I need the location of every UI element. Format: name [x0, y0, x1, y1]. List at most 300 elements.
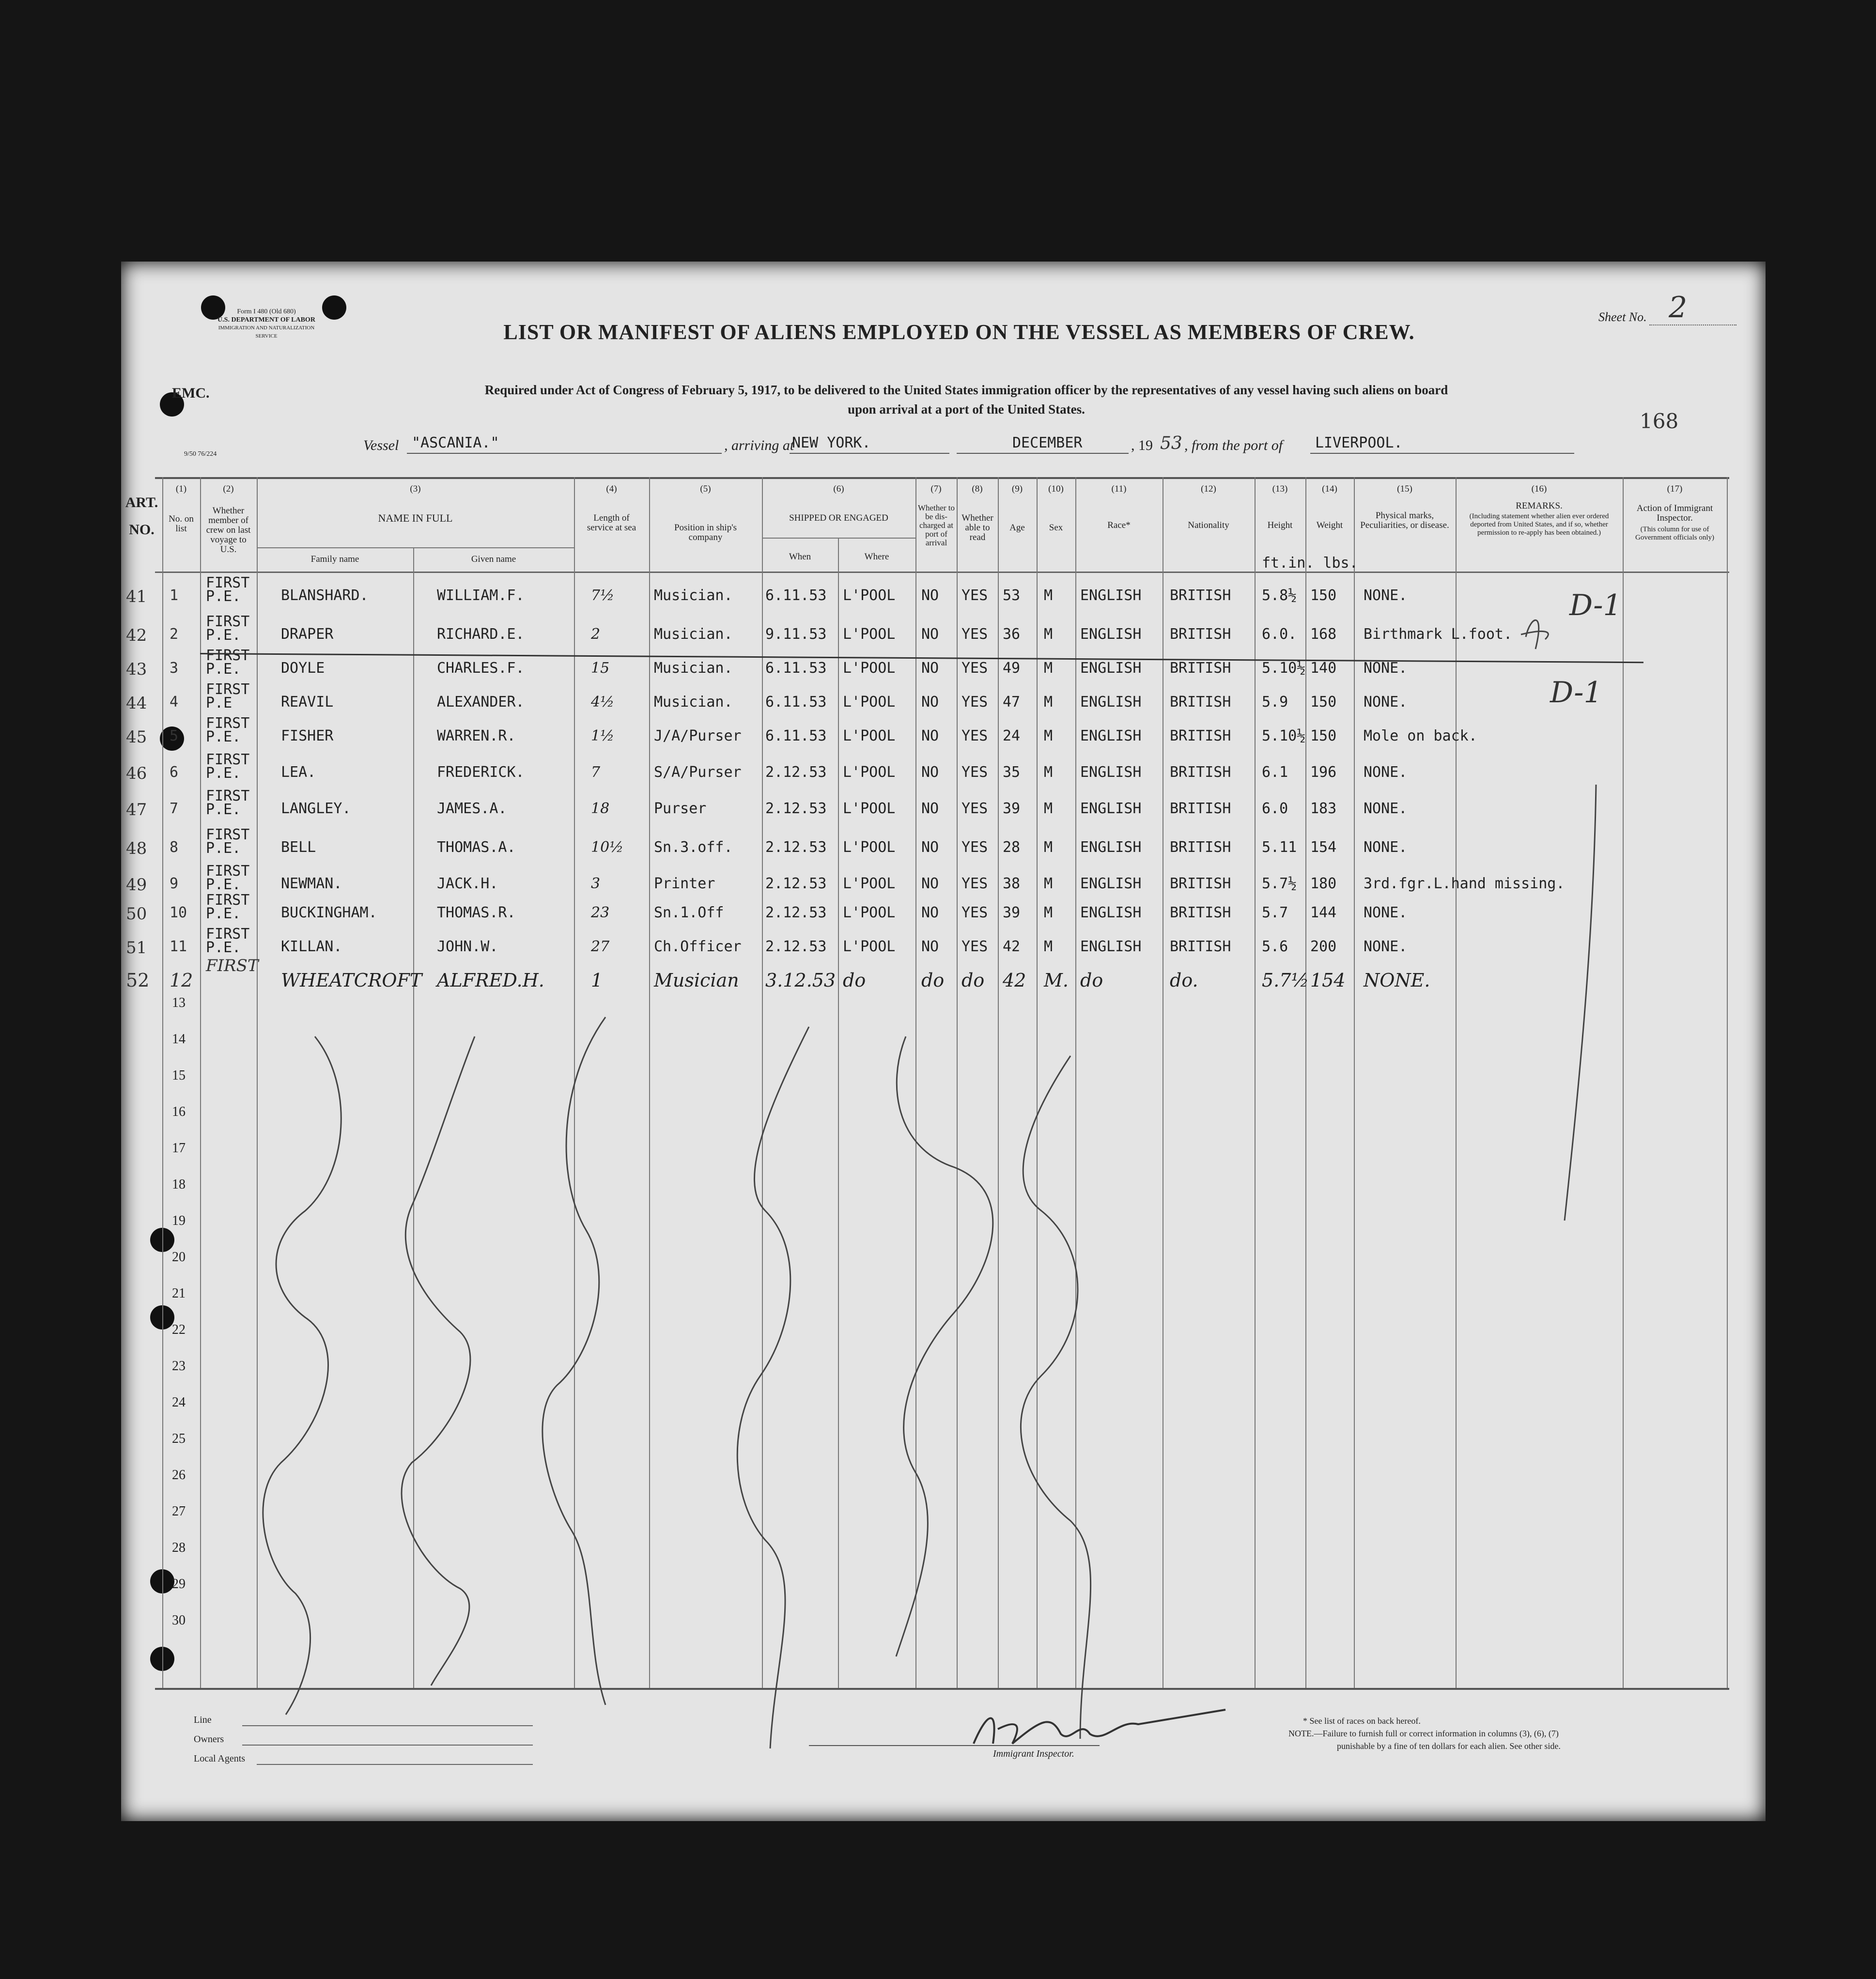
age: 42	[1003, 938, 1021, 955]
physical-marks: NONE.	[1364, 587, 1408, 604]
art-number: 47	[126, 800, 147, 819]
discharged: NO	[921, 839, 939, 856]
list-number: 25	[172, 1431, 186, 1446]
service-length: 7½	[591, 587, 615, 604]
race: ENGLISH	[1080, 587, 1142, 604]
units-label: ft.in. lbs.	[1262, 555, 1358, 572]
page-number: 168	[1640, 409, 1679, 433]
scribble-line	[543, 1017, 605, 1705]
race: ENGLISH	[1080, 904, 1142, 921]
col-number: (12)	[1201, 484, 1216, 494]
col-header-shipped-or-engaged: SHIPPED OR ENGAGED	[789, 513, 888, 523]
nationality: BRITISH	[1170, 587, 1231, 604]
family-name: BLANSHARD.	[281, 587, 369, 604]
family-name: DOYLE	[281, 660, 325, 677]
sex: M	[1044, 800, 1053, 817]
shipped-when: 2.12.53	[765, 839, 827, 856]
list-number: 14	[172, 1032, 186, 1047]
art-number: 52	[126, 970, 150, 991]
crew-status-line: FIRST	[206, 892, 250, 909]
nationality: BRITISH	[1170, 800, 1231, 817]
footer-left	[194, 1715, 654, 1778]
crew-status-line: P.E.	[206, 588, 241, 605]
arrival-month: DECEMBER	[1012, 434, 1083, 451]
col-header-where: Where	[864, 552, 889, 562]
footer-notes	[1288, 1715, 1666, 1752]
able-to-read: YES	[961, 839, 988, 856]
list-number: 17	[172, 1141, 186, 1156]
physical-marks: NONE.	[1364, 839, 1408, 856]
list-number: 26	[172, 1468, 186, 1483]
col-header-physical-marks: Physical marks, Peculiarities, or disease.	[1360, 510, 1449, 530]
position: Musician	[654, 970, 739, 991]
able-to-read: YES	[961, 800, 988, 817]
list-number: 12	[170, 970, 193, 991]
sex: M	[1044, 839, 1053, 856]
able-to-read: YES	[961, 904, 988, 921]
form-id-line: IMMIGRATION AND NATURALIZATION SERVICE	[218, 325, 315, 339]
shipped-when: 6.11.53	[765, 694, 827, 711]
physical-marks: NONE.	[1364, 800, 1408, 817]
owners-underline	[242, 1745, 533, 1746]
art-number: 41	[126, 587, 147, 606]
service-length: 23	[591, 904, 610, 921]
vessel-label: Vessel	[363, 437, 399, 453]
art-number: 49	[126, 875, 147, 895]
crew-status-line: FIRST	[206, 647, 250, 664]
weight: 144	[1310, 904, 1337, 921]
shipped-when: 3.12.53	[765, 970, 836, 991]
discharged: NO	[921, 800, 939, 817]
position: Printer	[654, 875, 715, 892]
given-name: JOHN.W.	[437, 938, 498, 955]
discharged: NO	[921, 938, 939, 955]
art-no-header: ART. NO.	[125, 495, 158, 538]
weight: 150	[1310, 727, 1337, 744]
shipped-where: L'POOL	[843, 904, 896, 921]
discharged: NO	[921, 660, 939, 677]
col-number: (17)	[1667, 484, 1683, 494]
discharged: NO	[921, 764, 939, 781]
year-prefix: , 19	[1131, 437, 1153, 453]
shipped-where: L'POOL	[843, 626, 896, 643]
form-id-line: Form I 480 (Old 680)	[237, 308, 296, 315]
shipped-where: L'POOL	[843, 764, 896, 781]
col-number: (8)	[972, 484, 983, 494]
shipped-when: 2.12.53	[765, 904, 827, 921]
sex: M	[1044, 587, 1053, 604]
height: 6.1	[1262, 764, 1288, 781]
crew-status-line: P.E.	[206, 661, 241, 678]
crew-status-line: P.E.	[206, 905, 241, 922]
col-number: (2)	[223, 484, 234, 494]
col-header-given-name: Given name	[471, 554, 516, 564]
service-length: 1½	[591, 727, 615, 744]
col-header-remarks: REMARKS.	[1516, 501, 1563, 511]
shipped-when: 2.12.53	[765, 764, 827, 781]
list-number: 13	[172, 995, 186, 1010]
discharged: NO	[921, 587, 939, 604]
height: 6.0.	[1262, 626, 1297, 643]
nationality: BRITISH	[1170, 839, 1231, 856]
crew-status-line: P.E.	[206, 876, 241, 893]
art-number: 43	[126, 660, 147, 679]
position: Musician.	[654, 660, 733, 677]
from-label: , from the port of	[1184, 437, 1283, 453]
sex: M	[1044, 904, 1053, 921]
list-number: 29	[172, 1577, 186, 1592]
nationality: BRITISH	[1170, 694, 1231, 711]
service-length: 3	[591, 875, 601, 892]
able-to-read: YES	[961, 764, 988, 781]
family-name: BUCKINGHAM.	[281, 904, 377, 921]
remark-annotation: D-1	[1569, 588, 1622, 622]
manifest-sheet	[121, 262, 1766, 1821]
inspector-signature	[945, 1690, 1235, 1753]
shipped-where: L'POOL	[843, 727, 896, 744]
given-name: JAMES.A.	[437, 800, 507, 817]
footer-note: * See list of races on back hereof.	[1303, 1716, 1421, 1726]
race: ENGLISH	[1080, 660, 1142, 677]
list-number: 19	[172, 1213, 186, 1228]
year-suffix: 53	[1160, 433, 1182, 453]
col-number: (14)	[1322, 484, 1337, 494]
scribble-line	[263, 1036, 341, 1715]
given-name: ALFRED.H.	[437, 970, 544, 991]
page-title: LIST OR MANIFEST OF ALIENS EMPLOYED ON THE VESSEL AS MEMBERS OF CREW.	[503, 320, 1415, 344]
physical-marks: NONE.	[1364, 938, 1408, 955]
position: J/A/Purser	[654, 727, 742, 744]
list-number: 7	[170, 800, 179, 817]
physical-marks: Birthmark L.foot.	[1364, 626, 1513, 643]
nationality: BRITISH	[1170, 660, 1231, 677]
initials-mark	[1521, 620, 1548, 649]
shipped-where: L'POOL	[843, 839, 896, 856]
race: ENGLISH	[1080, 839, 1142, 856]
sheet-number: 2	[1669, 291, 1688, 325]
able-to-read: do	[961, 970, 985, 991]
art-number: 42	[126, 626, 147, 645]
crew-status-line: FIRST	[206, 613, 250, 630]
crew-status-line: P.E.	[206, 765, 241, 782]
crew-status-line: FIRST	[206, 788, 250, 804]
art-number: 45	[126, 727, 147, 747]
list-number: 24	[172, 1395, 186, 1410]
weight: 150	[1310, 587, 1337, 604]
col-number: (15)	[1397, 484, 1412, 494]
inspector-label: Immigrant Inspector.	[993, 1748, 1074, 1759]
service-length: 7	[591, 764, 601, 781]
crew-status-line: FIRST	[206, 574, 250, 591]
scribble-line	[402, 1036, 475, 1685]
height: 5.11	[1262, 839, 1297, 856]
agents-underline	[257, 1764, 533, 1765]
shipped-when: 2.12.53	[765, 800, 827, 817]
signature-line	[809, 1745, 1100, 1746]
family-name: FISHER	[281, 727, 334, 744]
col-header-inspector-note: (This column for use of Government officials only)	[1635, 526, 1714, 541]
from-port: LIVERPOOL.	[1315, 434, 1403, 451]
physical-marks: NONE.	[1364, 660, 1408, 677]
age: 35	[1003, 764, 1021, 781]
weight: 150	[1310, 694, 1337, 711]
weight: 183	[1310, 800, 1337, 817]
subtitle-line: upon arrival at a port of the United States.	[848, 402, 1085, 417]
crew-status-line: FIRST	[206, 715, 250, 732]
col-header-age: Age	[1009, 523, 1025, 533]
given-name: JACK.H.	[437, 875, 498, 892]
family-name: NEWMAN.	[281, 875, 342, 892]
height: 5.9	[1262, 694, 1288, 711]
service-length: 27	[591, 938, 610, 955]
age: 28	[1003, 839, 1021, 856]
age: 39	[1003, 800, 1021, 817]
age: 53	[1003, 587, 1021, 604]
list-number: 15	[172, 1068, 186, 1083]
able-to-read: YES	[961, 875, 988, 892]
family-name: DRAPER	[281, 626, 334, 643]
sex: M	[1044, 660, 1053, 677]
given-name: WILLIAM.F.	[437, 587, 525, 604]
col-number: (16)	[1531, 484, 1547, 494]
given-name: FREDERICK.	[437, 764, 525, 781]
col-header-able-to-read: Whether able to read	[961, 513, 993, 542]
art-number: 48	[126, 839, 147, 858]
position: Sn.3.off.	[654, 839, 733, 856]
given-name: CHARLES.F.	[437, 660, 525, 677]
col-header-remarks-note: (Including statement whether alien ever ordered deported from United States, and if so, whether permission to re-apply has been obtained.)	[1469, 512, 1609, 537]
col-header-crew-last-voyage: Whether member of crew on last voyage to U.S.	[206, 506, 251, 555]
nationality: BRITISH	[1170, 875, 1231, 892]
shipped-when: 2.12.53	[765, 875, 827, 892]
agents-label: Local Agents	[194, 1753, 246, 1764]
scribble-line	[1021, 1056, 1090, 1739]
print-code: 9/50 76/224	[184, 450, 217, 458]
given-name: RICHARD.E.	[437, 626, 525, 643]
col-header-nationality: Nationality	[1188, 520, 1229, 530]
given-name: THOMAS.A.	[437, 839, 516, 856]
weight: 154	[1310, 839, 1337, 856]
crew-status-line: P.E.	[206, 840, 241, 857]
shipped-where: L'POOL	[843, 800, 896, 817]
race: ENGLISH	[1080, 626, 1142, 643]
list-number: 21	[172, 1286, 186, 1301]
given-name: ALEXANDER.	[437, 694, 525, 711]
shipped-where: L'POOL	[843, 938, 896, 955]
col-header-discharged: Whether to be dis-charged at port of arrival	[918, 503, 955, 547]
able-to-read: YES	[961, 938, 988, 955]
crew-status-line: FIRST	[206, 926, 250, 943]
col-number: (5)	[700, 484, 711, 494]
nationality: BRITISH	[1170, 904, 1231, 921]
crew-status-line: FIRST	[206, 751, 250, 768]
col-header-height: Height	[1267, 520, 1293, 530]
age: 42	[1003, 970, 1026, 991]
sex: M	[1044, 764, 1053, 781]
line-underline	[242, 1725, 533, 1726]
shipped-when: 9.11.53	[765, 626, 827, 643]
crew-status-line: P.E.	[206, 939, 241, 956]
list-number: 28	[172, 1540, 186, 1555]
shipped-where: L'POOL	[843, 875, 896, 892]
crew-status-line: FIRST	[206, 863, 250, 880]
scribble-line	[737, 1027, 809, 1748]
col-number: (1)	[175, 484, 187, 494]
crew-status-line: P.E.	[206, 728, 241, 745]
weight: 140	[1310, 660, 1337, 677]
position: Musician.	[654, 694, 733, 711]
race: ENGLISH	[1080, 764, 1142, 781]
position: S/A/Purser	[654, 764, 742, 781]
list-number: 5	[170, 727, 179, 744]
art-number: 44	[126, 694, 147, 713]
left-code: EMC.	[172, 385, 210, 401]
weight: 196	[1310, 764, 1337, 781]
service-length: 4½	[591, 694, 615, 711]
list-number: 20	[172, 1250, 186, 1265]
col-number: (3)	[410, 484, 421, 494]
age: 24	[1003, 727, 1021, 744]
race: ENGLISH	[1080, 800, 1142, 817]
height: 6.0	[1262, 800, 1288, 817]
nationality: BRITISH	[1170, 764, 1231, 781]
list-number: 1	[170, 587, 179, 604]
position: Purser	[654, 800, 707, 817]
discharged: NO	[921, 904, 939, 921]
list-number: 22	[172, 1322, 186, 1337]
col-number: (11)	[1111, 484, 1127, 494]
race: ENGLISH	[1080, 875, 1142, 892]
arriving-label: , arriving at	[724, 437, 794, 453]
line-label: Line	[194, 1715, 212, 1725]
col-header-sex: Sex	[1049, 523, 1063, 533]
crew-status-line: P.E.	[206, 627, 241, 644]
race: ENGLISH	[1080, 938, 1142, 955]
col-header-race: Race*	[1107, 520, 1131, 530]
col-header-when: When	[789, 552, 811, 562]
crew-status-line: FIRST	[206, 956, 259, 975]
given-name: WARREN.R.	[437, 727, 516, 744]
list-number: 11	[170, 938, 187, 955]
arriving-port: NEW YORK.	[792, 434, 871, 451]
able-to-read: YES	[961, 660, 988, 677]
list-number: 27	[172, 1504, 186, 1519]
cancel-scribbles	[121, 262, 1766, 1821]
owners-label: Owners	[194, 1734, 224, 1745]
physical-marks: 3rd.fgr.L.hand missing.	[1364, 875, 1565, 892]
service-length: 15	[591, 660, 610, 677]
position: Sn.1.Off	[654, 904, 724, 921]
col-header-position: Position in ship's company	[674, 523, 737, 542]
race: do	[1080, 970, 1103, 991]
remark-annotation: D-1	[1550, 676, 1602, 710]
position: Ch.Officer	[654, 938, 742, 955]
family-name: LANGLEY.	[281, 800, 351, 817]
height: 5.7½	[1262, 970, 1309, 991]
discharged: NO	[921, 626, 939, 643]
able-to-read: YES	[961, 626, 988, 643]
shipped-where: L'POOL	[843, 587, 896, 604]
height: 5.10½	[1262, 660, 1306, 677]
shipped-when: 6.11.53	[765, 660, 827, 677]
col-number: (4)	[606, 484, 617, 494]
shipped-when: 2.12.53	[765, 938, 827, 955]
sex: M.	[1044, 970, 1069, 991]
list-number: 16	[172, 1104, 186, 1119]
discharged: NO	[921, 727, 939, 744]
shipped-when: 6.11.53	[765, 587, 827, 604]
physical-marks: NONE.	[1364, 694, 1408, 711]
nationality: BRITISH	[1170, 727, 1231, 744]
list-number: 2	[170, 626, 179, 643]
position: Musician.	[654, 626, 733, 643]
discharged: do	[921, 970, 945, 991]
nationality: BRITISH	[1170, 626, 1231, 643]
list-number: 8	[170, 839, 179, 856]
list-number: 18	[172, 1177, 186, 1192]
col-header-no-on-list: No. on list	[169, 514, 194, 534]
sex: M	[1044, 626, 1053, 643]
age: 49	[1003, 660, 1021, 677]
list-number: 10	[170, 904, 187, 921]
list-number: 23	[172, 1359, 186, 1374]
shipped-where: L'POOL	[843, 660, 896, 677]
col-header-weight: Weight	[1316, 520, 1343, 530]
col-header-name-in-full: NAME IN FULL	[378, 512, 453, 524]
weight: 154	[1310, 970, 1346, 991]
footer-note: punishable by a fine of ten dollars for each alien. See other side.	[1337, 1741, 1561, 1751]
form-id-line: U.S. DEPARTMENT OF LABOR	[217, 316, 315, 324]
crew-status-line: FIRST	[206, 826, 250, 843]
nationality: BRITISH	[1170, 938, 1231, 955]
shipped-when: 6.11.53	[765, 727, 827, 744]
height: 5.8½	[1262, 587, 1297, 604]
sex: M	[1044, 938, 1053, 955]
shipped-where: do	[843, 970, 866, 991]
family-name: BELL	[281, 839, 316, 856]
service-length: 18	[591, 800, 610, 817]
art-number: 46	[126, 764, 147, 783]
weight: 180	[1310, 875, 1337, 892]
family-name: WHEATCROFT	[281, 970, 422, 991]
list-number: 9	[170, 875, 179, 892]
nationality: do.	[1170, 970, 1198, 991]
discharged: NO	[921, 694, 939, 711]
vessel-name: "ASCANIA."	[412, 434, 499, 451]
able-to-read: YES	[961, 694, 988, 711]
list-number: 4	[170, 694, 179, 711]
given-name: THOMAS.R.	[437, 904, 516, 921]
height: 5.10½	[1262, 727, 1306, 744]
able-to-read: YES	[961, 587, 988, 604]
col-header-family-name: Family name	[310, 554, 359, 564]
age: 38	[1003, 875, 1021, 892]
weight: 168	[1310, 626, 1337, 643]
family-name: KILLAN.	[281, 938, 342, 955]
service-length: 2	[591, 626, 601, 643]
physical-marks: NONE.	[1364, 904, 1408, 921]
scribble-line	[896, 1036, 993, 1656]
age: 39	[1003, 904, 1021, 921]
age: 36	[1003, 626, 1021, 643]
list-number: 30	[172, 1613, 186, 1628]
physical-marks: Mole on back.	[1364, 727, 1477, 744]
sex: M	[1044, 875, 1053, 892]
col-number: (10)	[1048, 484, 1064, 494]
col-number: (7)	[930, 484, 942, 494]
sex: M	[1044, 727, 1053, 744]
discharged: NO	[921, 875, 939, 892]
